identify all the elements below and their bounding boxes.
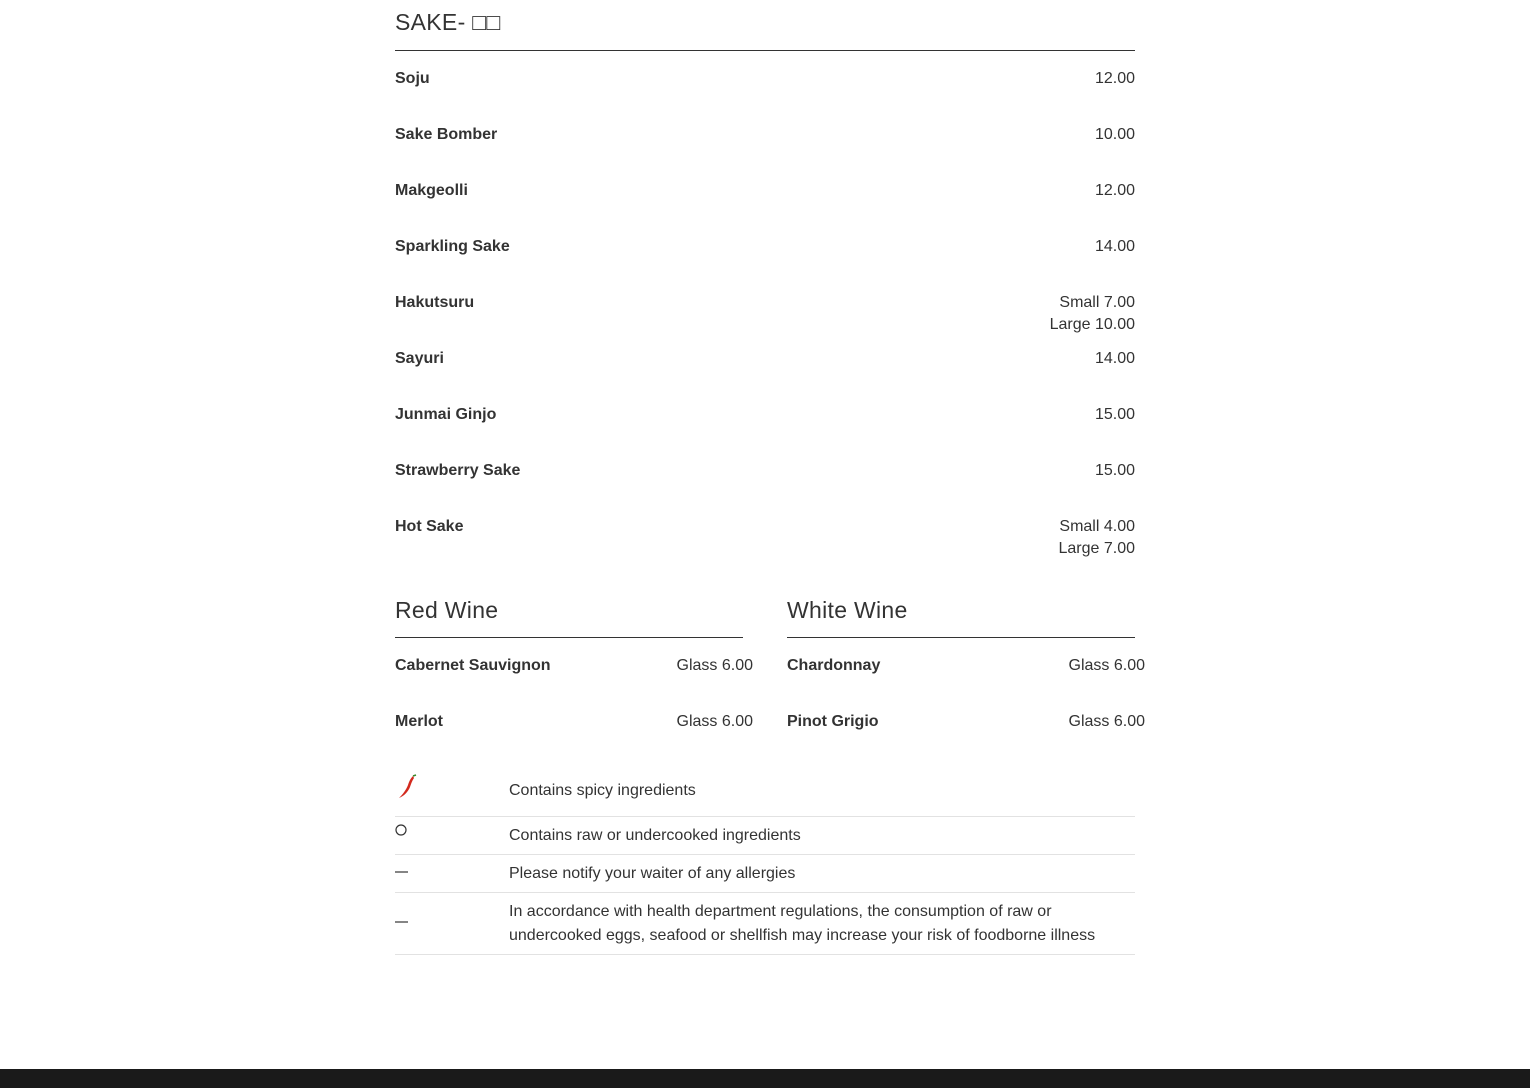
chili-pepper-icon <box>395 774 435 798</box>
menu-item-prices <box>1058 517 1135 561</box>
menu-item-price-large: Large 7.00 <box>1058 540 1135 557</box>
menu-item-name: Hot Sake <box>395 518 464 535</box>
menu-item-name: Sparkling Sake <box>395 238 510 255</box>
menu-item-price: 15.00 <box>1094 406 1135 423</box>
menu-item-name: Pinot Grigio <box>787 713 879 730</box>
menu-item <box>787 694 1145 750</box>
menu-item-prices <box>1095 349 1135 371</box>
menu-item-prices <box>1095 461 1135 483</box>
menu-item <box>395 163 1135 219</box>
menu-item-name: Strawberry Sake <box>395 462 521 479</box>
menu-item-name: Sayuri <box>395 350 444 367</box>
legend-text: Contains raw or undercooked ingredients <box>509 827 801 844</box>
menu-item-prices <box>677 656 753 678</box>
menu-item-price: Glass 6.00 <box>676 657 753 674</box>
menu-item-name: Hakutsuru <box>395 294 475 311</box>
menu-item <box>787 638 1145 694</box>
menu-item <box>395 443 1135 499</box>
menu-item-name: Junmai Ginjo <box>395 406 497 423</box>
menu-item-prices <box>1095 405 1135 427</box>
menu-item-prices <box>1069 712 1145 734</box>
menu-item-name: Merlot <box>395 713 443 730</box>
menu-item-price: 15.00 <box>1094 462 1135 479</box>
circle-outline-icon <box>395 823 435 847</box>
menu-item-price: 14.00 <box>1094 350 1135 367</box>
legend-row <box>395 893 1135 955</box>
dash-icon <box>395 913 435 937</box>
menu-item-price: Glass 6.00 <box>676 713 753 730</box>
menu-item-price-small: Small 7.00 <box>1059 294 1135 311</box>
menu-item-price-large: Large 10.00 <box>1049 316 1135 333</box>
menu-item <box>395 694 753 750</box>
menu-item <box>395 275 1135 331</box>
white-wine-column <box>787 588 1145 750</box>
menu-item <box>395 331 1135 387</box>
white-wine-title: White Wine <box>787 588 1135 638</box>
menu-item-name: Soju <box>395 70 430 87</box>
menu-item-prices <box>1095 125 1135 147</box>
menu-item <box>395 387 1135 443</box>
legend-row <box>395 817 1135 855</box>
menu-item-prices <box>677 712 753 734</box>
menu-item-prices <box>1069 656 1145 678</box>
sake-section-title: SAKE- □□ <box>395 0 1135 51</box>
menu-item-prices <box>1095 181 1135 203</box>
red-wine-column <box>395 588 753 750</box>
menu-item <box>395 51 1135 107</box>
menu-item-name: Sake Bomber <box>395 126 498 143</box>
menu-item <box>395 219 1135 275</box>
menu-item-name: Makgeolli <box>395 182 468 199</box>
legend-text: Contains spicy ingredients <box>509 782 696 799</box>
red-wine-title: Red Wine <box>395 588 743 638</box>
menu-item-name: Cabernet Sauvignon <box>395 657 551 674</box>
menu-item <box>395 638 753 694</box>
legend-row <box>395 855 1135 893</box>
legend-text: In accordance with health department regulations, the consumption of raw or undercooked eggs, seafood or shellfish may increase your risk of foodborne illness <box>509 903 1096 944</box>
legend-text: Please notify your waiter of any allergies <box>509 865 796 882</box>
menu-item <box>395 107 1135 163</box>
menu-item <box>395 499 1135 555</box>
sake-section <box>395 0 1135 555</box>
menu-item-price: Glass 6.00 <box>1068 657 1145 674</box>
footer-bar <box>0 1069 1530 1088</box>
menu-item-prices <box>1095 237 1135 259</box>
menu-item-price: Glass 6.00 <box>1068 713 1145 730</box>
menu-item-price: 10.00 <box>1094 126 1135 143</box>
menu-item-price: 14.00 <box>1094 238 1135 255</box>
menu-item-price-small: Small 4.00 <box>1059 518 1135 535</box>
legend-row <box>395 770 1135 817</box>
menu-item-name: Chardonnay <box>787 657 881 674</box>
menu-item-price: 12.00 <box>1094 182 1135 199</box>
menu-legend <box>395 770 1135 955</box>
menu-item-price: 12.00 <box>1094 70 1135 87</box>
dash-icon <box>395 863 435 887</box>
menu-item-prices <box>1095 69 1135 91</box>
